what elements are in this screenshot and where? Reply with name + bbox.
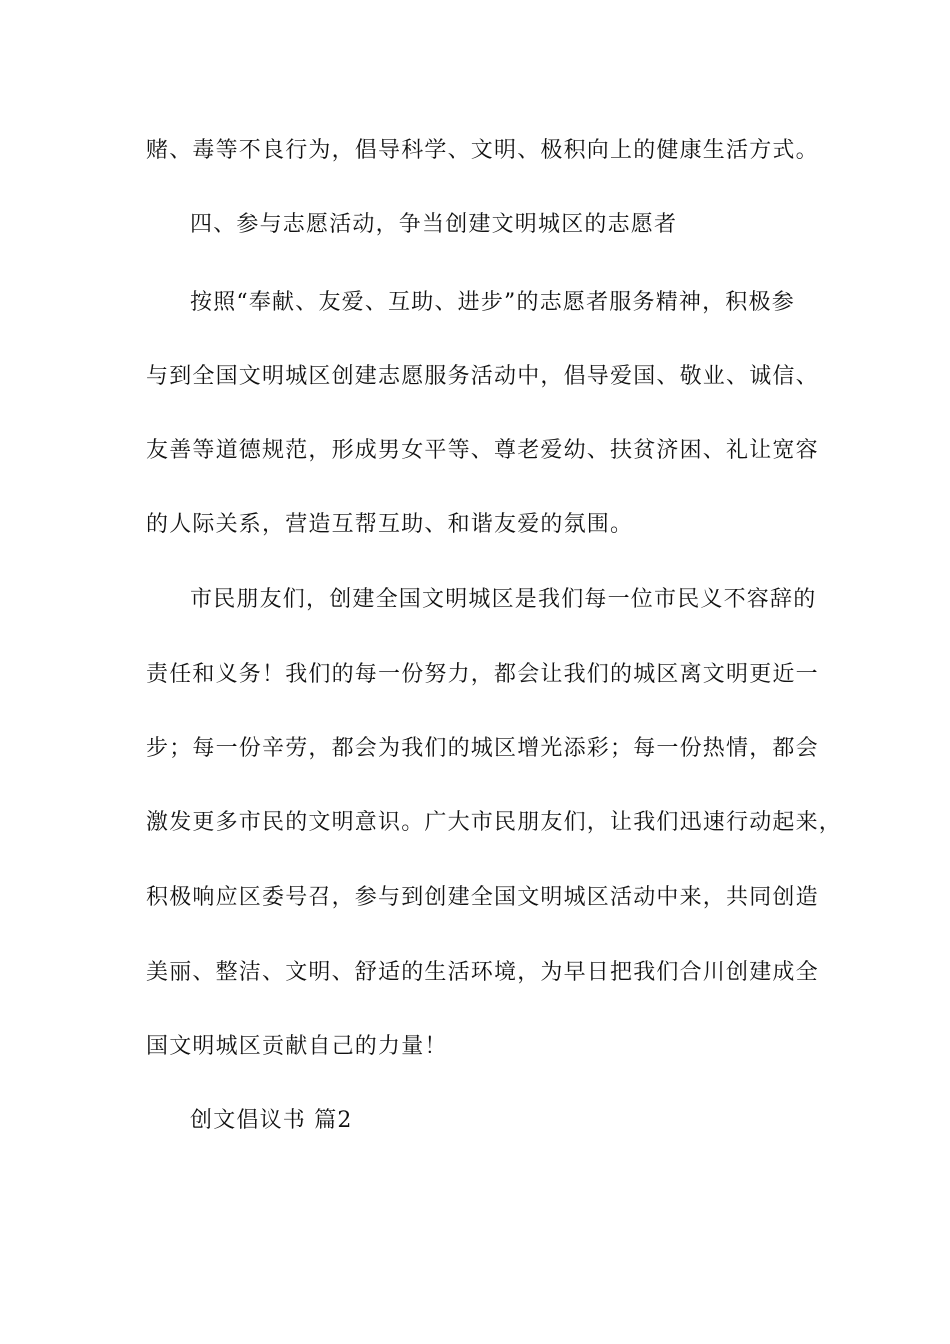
- paragraph-line: 赌、毒等不良行为，倡导科学、文明、极积向上的健康生活方式。: [146, 138, 819, 163]
- section-heading: 四、参与志愿活动，争当创建文明城区的志愿者: [190, 212, 678, 237]
- paragraph-line: 国文明城区贡献自己的力量！: [146, 1034, 448, 1059]
- paragraph-line: 市民朋友们，创建全国文明城区是我们每一位市民义不容辞的: [190, 587, 817, 612]
- section-title: 创文倡议书 篇2: [190, 1108, 353, 1133]
- paragraph-line: 美丽、整洁、文明、舒适的生活环境，为早日把我们合川创建成全: [146, 960, 819, 985]
- paragraph-line: 责任和义务！我们的每一份努力，都会让我们的城区离文明更近一: [146, 662, 819, 687]
- paragraph-line: 友善等道德规范，形成男女平等、尊老爱幼、扶贫济困、礼让宽容: [146, 438, 819, 463]
- paragraph-line: 积极响应区委号召，参与到创建全国文明城区活动中来，共同创造: [146, 885, 819, 910]
- paragraph-line: 的人际关系，营造互帮互助、和谐友爱的氛围。: [146, 512, 634, 537]
- paragraph-line: 与到全国文明城区创建志愿服务活动中，倡导爱国、敬业、诚信、: [146, 364, 819, 389]
- paragraph-line: 按照“奉献、友爱、互助、进步”的志愿者服务精神，积极参: [190, 290, 795, 315]
- paragraph-line: 步；每一份辛劳，都会为我们的城区增光添彩；每一份热情，都会: [146, 736, 819, 761]
- paragraph-line: 激发更多市民的文明意识。广大市民朋友们，让我们迅速行动起来，: [146, 810, 843, 835]
